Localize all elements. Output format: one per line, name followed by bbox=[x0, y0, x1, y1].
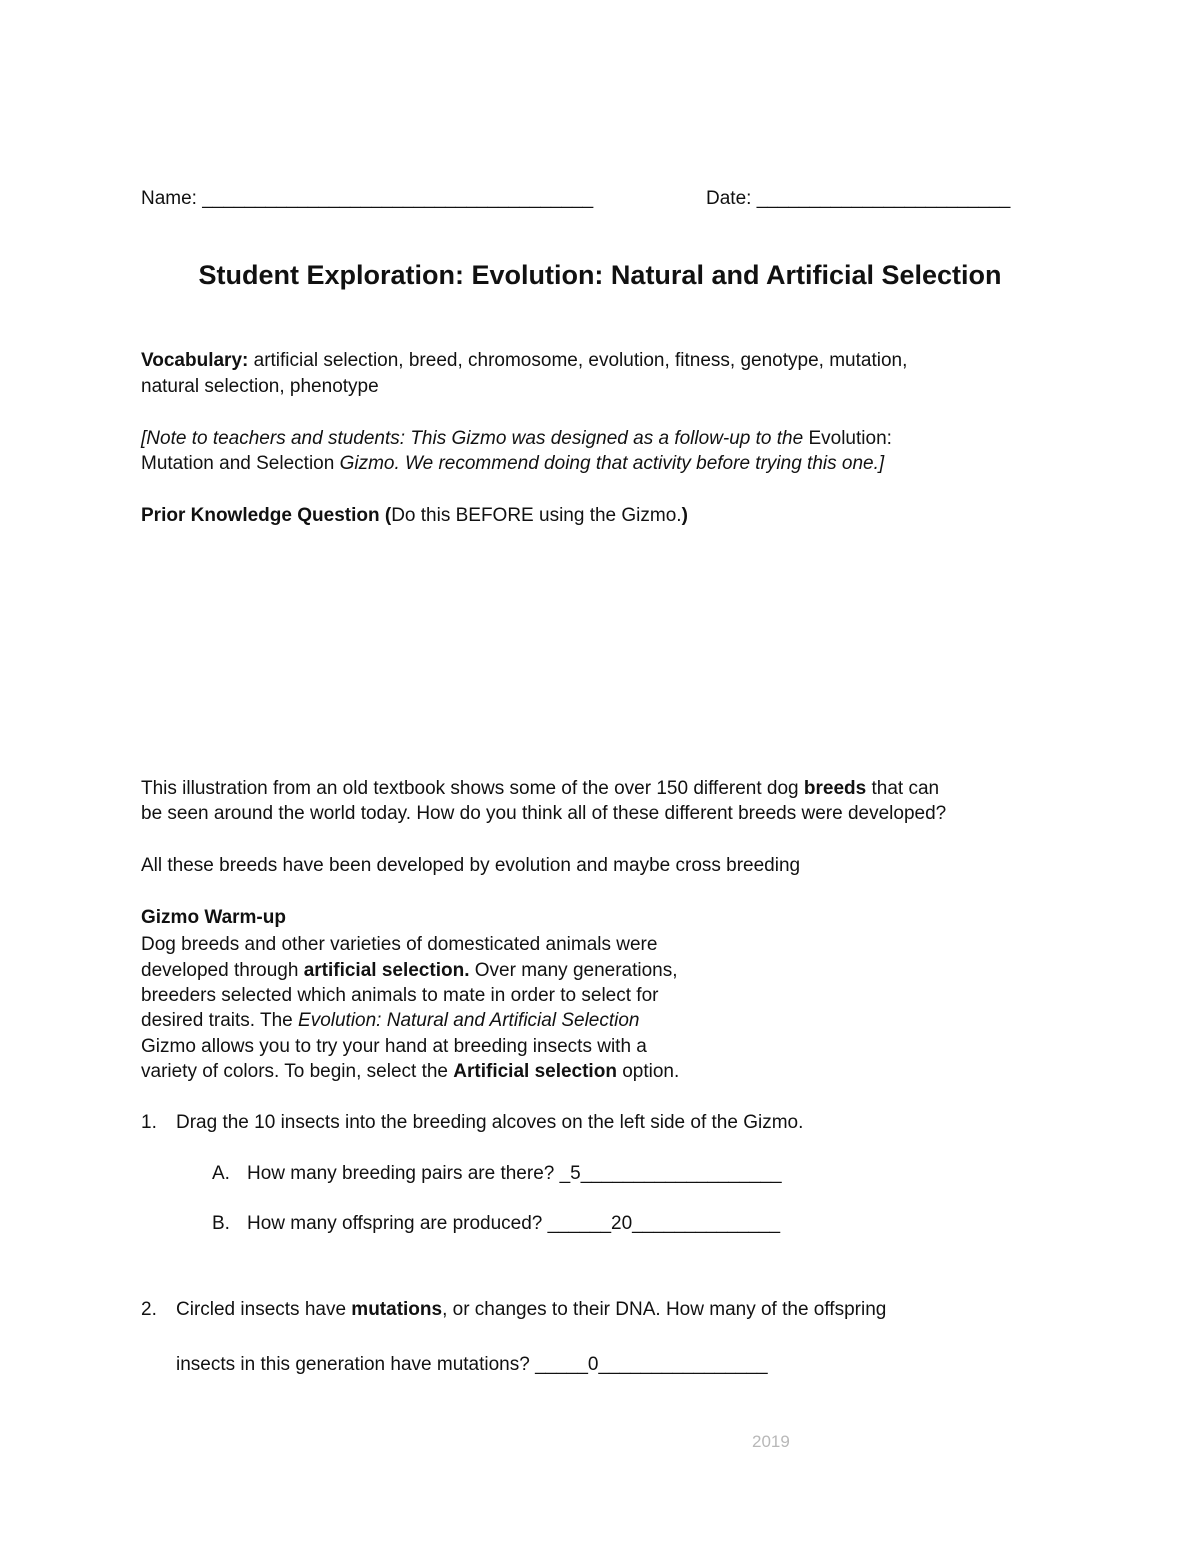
warmup-line-6 bbox=[141, 1062, 679, 1081]
warmup-line-3: breeders selected which animals to mate in order to select for bbox=[141, 985, 659, 1006]
question-1b-text[interactable]: How many offspring are produced? ______20______________ bbox=[247, 1213, 781, 1234]
prior-knowledge-paren-open: ( bbox=[379, 505, 392, 526]
warmup-line-4-a: desired traits. The bbox=[141, 1010, 299, 1031]
breeds-term: breeds bbox=[803, 778, 867, 799]
footer-year: 2019 bbox=[752, 1432, 790, 1451]
question-1a-letter: A. bbox=[212, 1163, 230, 1184]
vocabulary-line-2: natural selection, phenotype bbox=[141, 376, 379, 397]
question-1a-text[interactable]: How many breeding pairs are there? _5___________________ bbox=[247, 1163, 782, 1184]
vocabulary-line-1 bbox=[141, 351, 907, 370]
warmup-line-2-a: developed through bbox=[141, 960, 304, 981]
vocabulary-label: Vocabulary: bbox=[141, 350, 249, 371]
warmup-line-4 bbox=[141, 1011, 640, 1030]
question-2 bbox=[141, 1300, 886, 1319]
question-1-number: 1. bbox=[141, 1112, 157, 1133]
prior-knowledge-text: Do this BEFORE using the Gizmo. bbox=[391, 505, 682, 526]
question-1b bbox=[212, 1214, 780, 1233]
prior-knowledge-label: Prior Knowledge Question bbox=[141, 505, 380, 526]
warmup-line-6-b: option. bbox=[616, 1061, 680, 1082]
question-2-text-a: Circled insects have bbox=[176, 1299, 352, 1320]
illustration-question-line-1 bbox=[141, 779, 939, 798]
name-blank[interactable]: _____________________________________ bbox=[202, 188, 594, 209]
illustration-question-text-a: This illustration from an old textbook shows some of the over 150 different dog bbox=[141, 778, 804, 799]
question-1 bbox=[141, 1113, 803, 1132]
mutations-term: mutations bbox=[351, 1299, 443, 1320]
note-line-2 bbox=[141, 454, 884, 473]
breeds-answer[interactable]: All these breeds have been developed by evolution and maybe cross breeding bbox=[141, 855, 801, 876]
question-1b-letter: B. bbox=[212, 1213, 230, 1234]
prior-knowledge-paren-close: ) bbox=[681, 505, 688, 526]
artificial-selection-term: artificial selection. bbox=[303, 960, 470, 981]
illustration-question-text-b: that can bbox=[866, 778, 940, 799]
warmup-line-6-a: variety of colors. To begin, select the bbox=[141, 1061, 454, 1082]
warmup-line-5: Gizmo allows you to try your hand at breeding insects with a bbox=[141, 1036, 647, 1057]
question-2-text-b: , or changes to their DNA. How many of the offspring bbox=[442, 1299, 887, 1320]
note-italic-1: [Note to teachers and students: This Gizmo was designed as a follow-up to the bbox=[141, 428, 809, 449]
gizmo-name: Evolution: Natural and Artificial Selection bbox=[298, 1010, 640, 1031]
question-1a bbox=[212, 1164, 782, 1183]
name-field-row bbox=[141, 189, 593, 208]
note-line-1 bbox=[141, 429, 892, 448]
question-1-text: Drag the 10 insects into the breeding alcoves on the left side of the Gizmo. bbox=[176, 1112, 804, 1133]
illustration-question-line-2: be seen around the world today. How do you think all of these different breeds were developed? bbox=[141, 803, 947, 824]
note-plain-2: Mutation and Selection bbox=[141, 453, 340, 474]
warmup-line-2 bbox=[141, 961, 678, 980]
date-label: Date: bbox=[706, 188, 752, 209]
warmup-line-1: Dog breeds and other varieties of domesticated animals were bbox=[141, 934, 658, 955]
date-field-row bbox=[706, 189, 1010, 208]
artificial-selection-option: Artificial selection bbox=[453, 1061, 617, 1082]
name-label: Name: bbox=[141, 188, 197, 209]
warmup-line-2-b: Over many generations, bbox=[469, 960, 678, 981]
page-title: Student Exploration: Evolution: Natural and Artificial Selection bbox=[198, 260, 1002, 290]
date-blank[interactable]: ________________________ bbox=[756, 188, 1011, 209]
prior-knowledge-heading bbox=[141, 506, 688, 525]
question-2-number: 2. bbox=[141, 1299, 157, 1320]
warmup-heading: Gizmo Warm-up bbox=[141, 907, 286, 928]
vocabulary-text-1: artificial selection, breed, chromosome, evolution, fitness, genotype, mutation, bbox=[248, 350, 908, 371]
question-2-line-2[interactable]: insects in this generation have mutations? _____0________________ bbox=[176, 1354, 768, 1375]
note-plain-1: Evolution: bbox=[808, 428, 892, 449]
note-italic-2: Gizmo. We recommend doing that activity before trying this one.] bbox=[339, 453, 885, 474]
